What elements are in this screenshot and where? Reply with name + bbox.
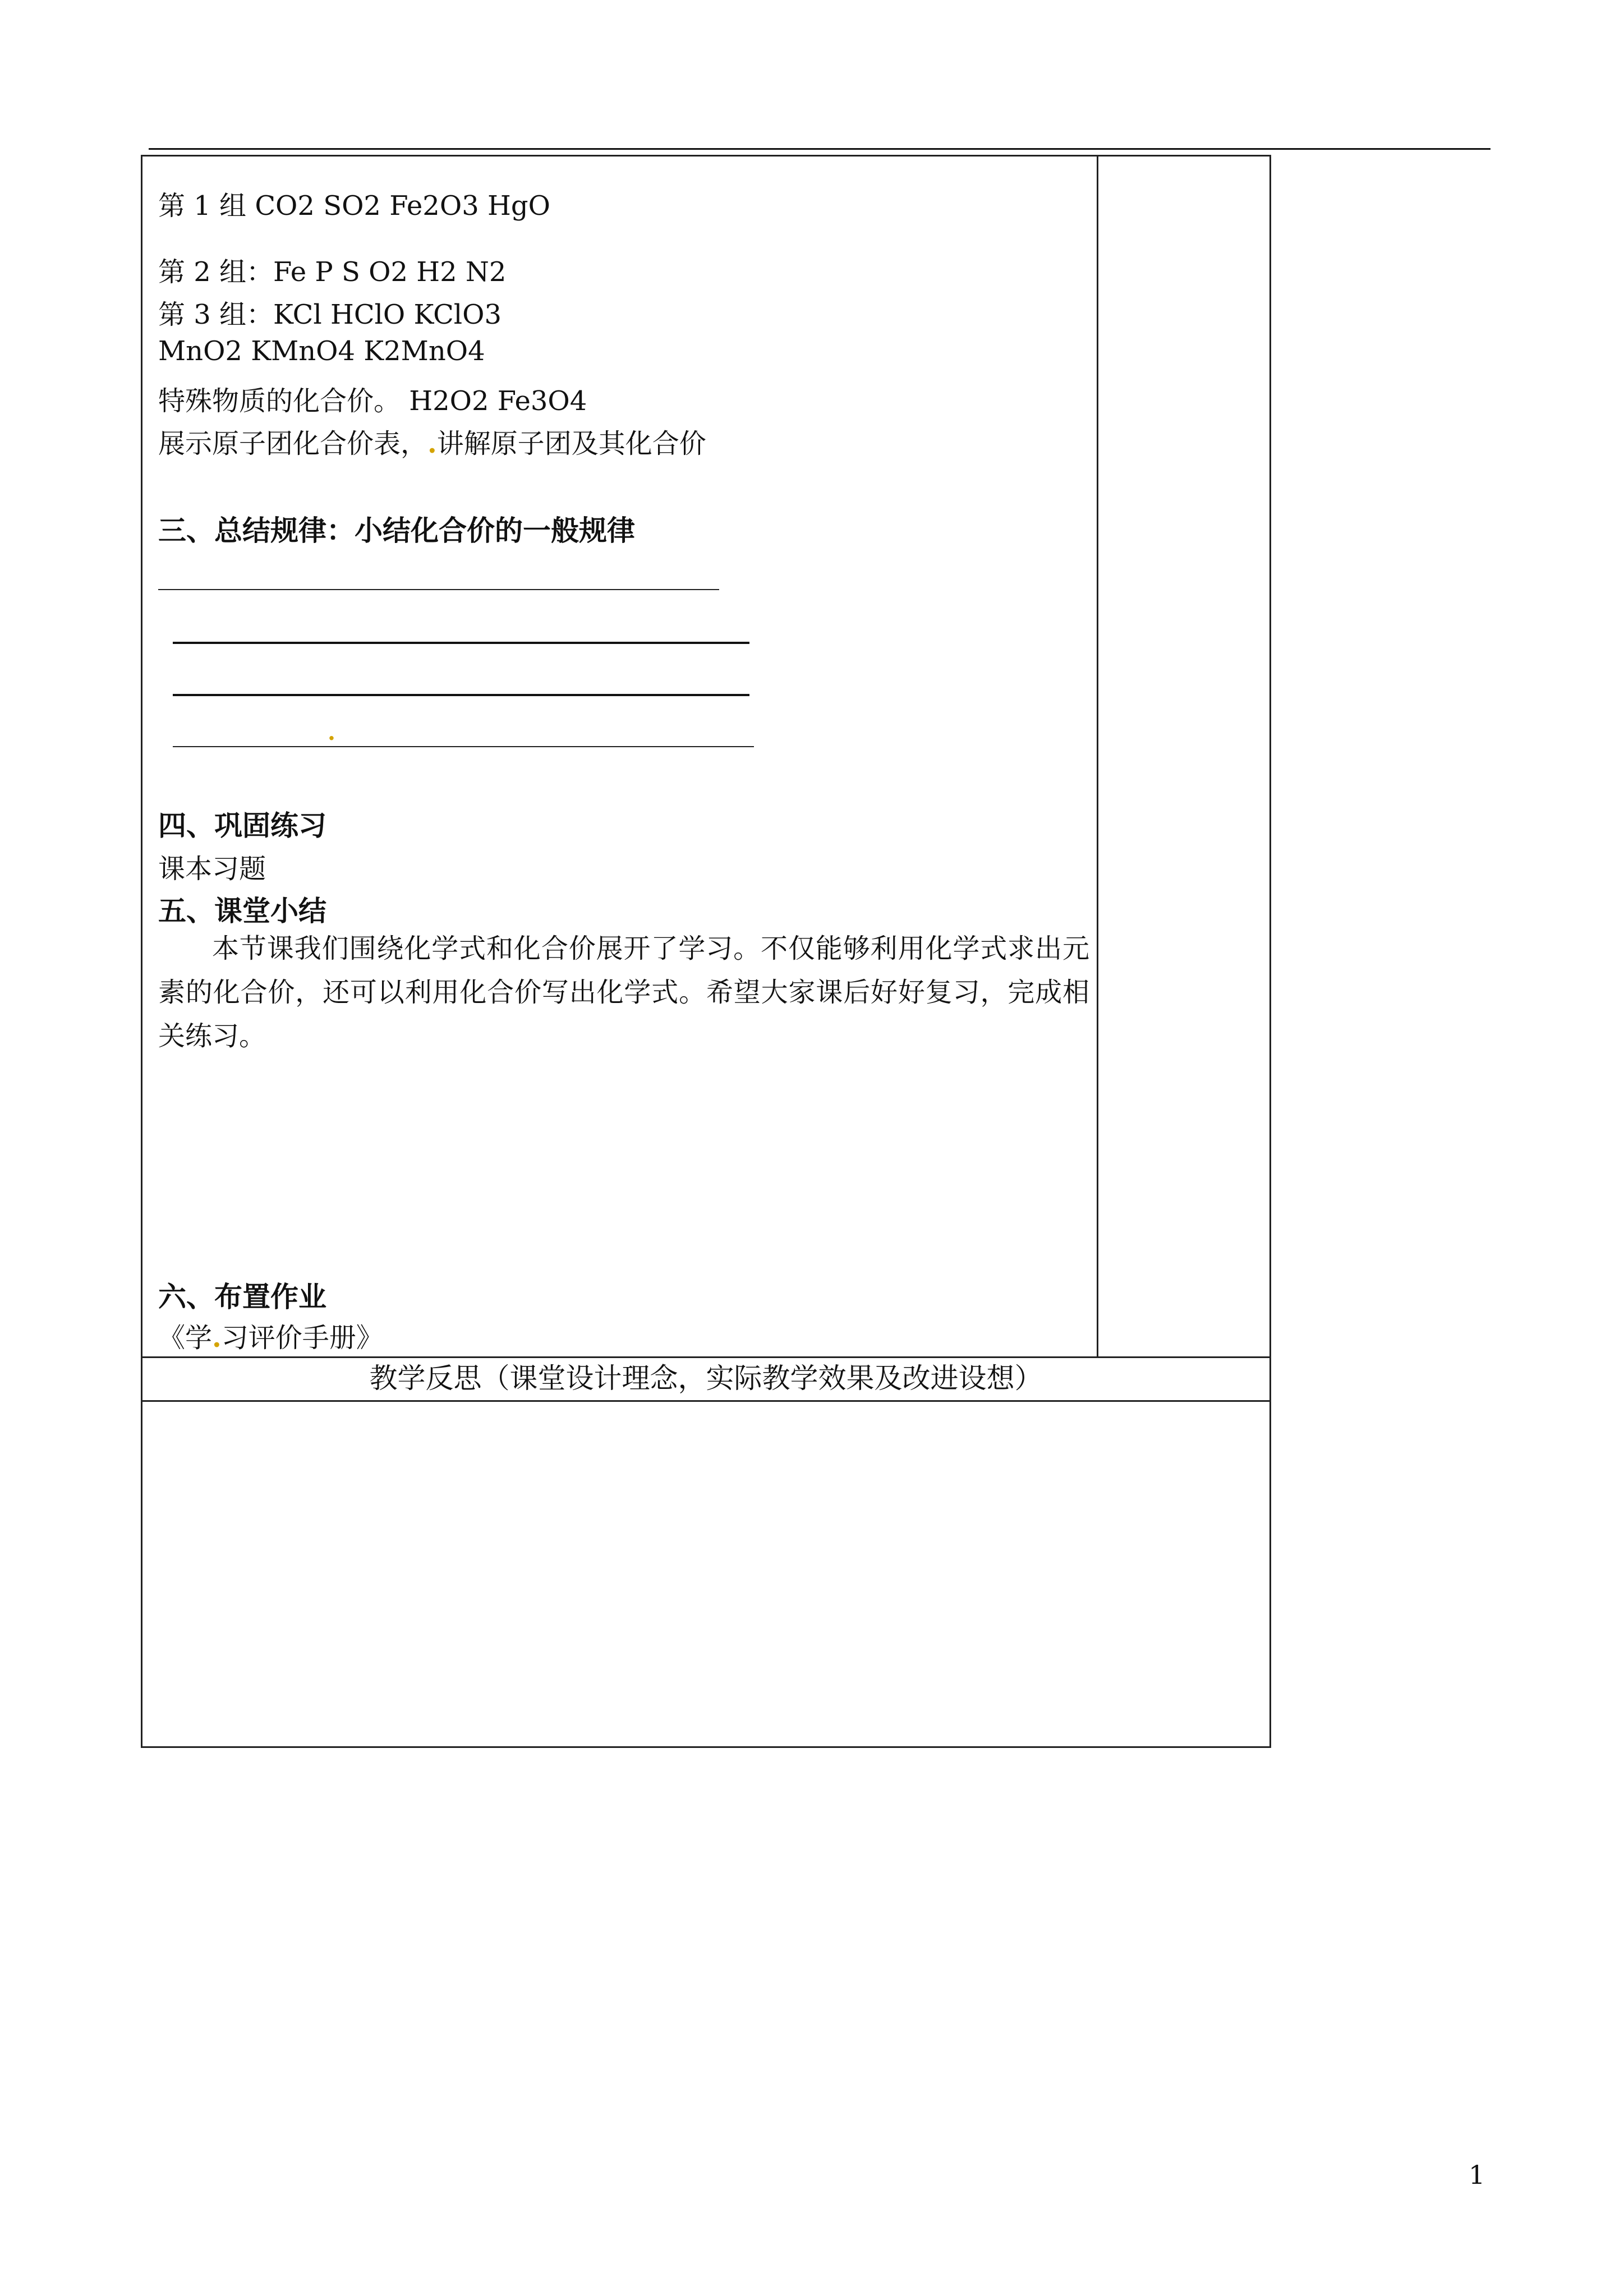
atomic-group-text-a: 展示原子团化合价表，: [158, 428, 428, 459]
summary-heading: 三、总结规律：小结化合价的一般规律: [158, 514, 635, 547]
group-2-line: 第 2 组：Fe P S O2 H2 N2: [158, 256, 507, 288]
reflection-bottom-border: [141, 1400, 1271, 1402]
group-1-line: 第 1 组 CO2 SO2 Fe2O3 HgO: [158, 190, 550, 222]
blank-line-3: [173, 694, 749, 696]
header-rule: [149, 148, 1490, 150]
blank-line-2: [173, 642, 749, 644]
reflection-title: 教学反思（课堂设计理念，实际教学效果及改进设想）: [369, 1362, 1043, 1395]
group-3-line: 第 3 组：KCl HClO KClO3: [158, 299, 502, 330]
homework-text-b: 习评价手册》: [221, 1322, 383, 1354]
practice-heading: 四、巩固练习: [158, 809, 326, 842]
page-number: 1: [1469, 2160, 1485, 2190]
atomic-group-text-b: 讲解原子团及其化合价: [436, 428, 706, 459]
dot-mark: .: [427, 428, 437, 459]
dot-mark: .: [328, 719, 335, 746]
homework-text-a: 《学: [158, 1322, 213, 1354]
column-divider: [1097, 155, 1098, 1356]
practice-text: 课本习题: [158, 853, 266, 885]
class-summary-paragraph: 本节课我们围绕化学式和化合价展开了学习。不仅能够利用化学式求出元素的化合价，还可以利用化合价写出化学式。希望大家课后好好复习，完成相关练习。: [158, 933, 1089, 1052]
blank-line-4: [173, 746, 754, 747]
dot-mark: .: [212, 1322, 222, 1354]
class-summary-heading: 五、课堂小结: [158, 894, 326, 927]
blank-line-1: [158, 589, 719, 590]
special-valence-line: 特殊物质的化合价。 H2O2 Fe3O4: [158, 385, 587, 417]
group-3-line-2: MnO2 KMnO4 K2MnO4: [158, 335, 485, 367]
homework-heading: 六、布置作业: [158, 1280, 326, 1313]
homework-line: [158, 1316, 383, 1355]
atomic-group-line: [158, 422, 706, 461]
